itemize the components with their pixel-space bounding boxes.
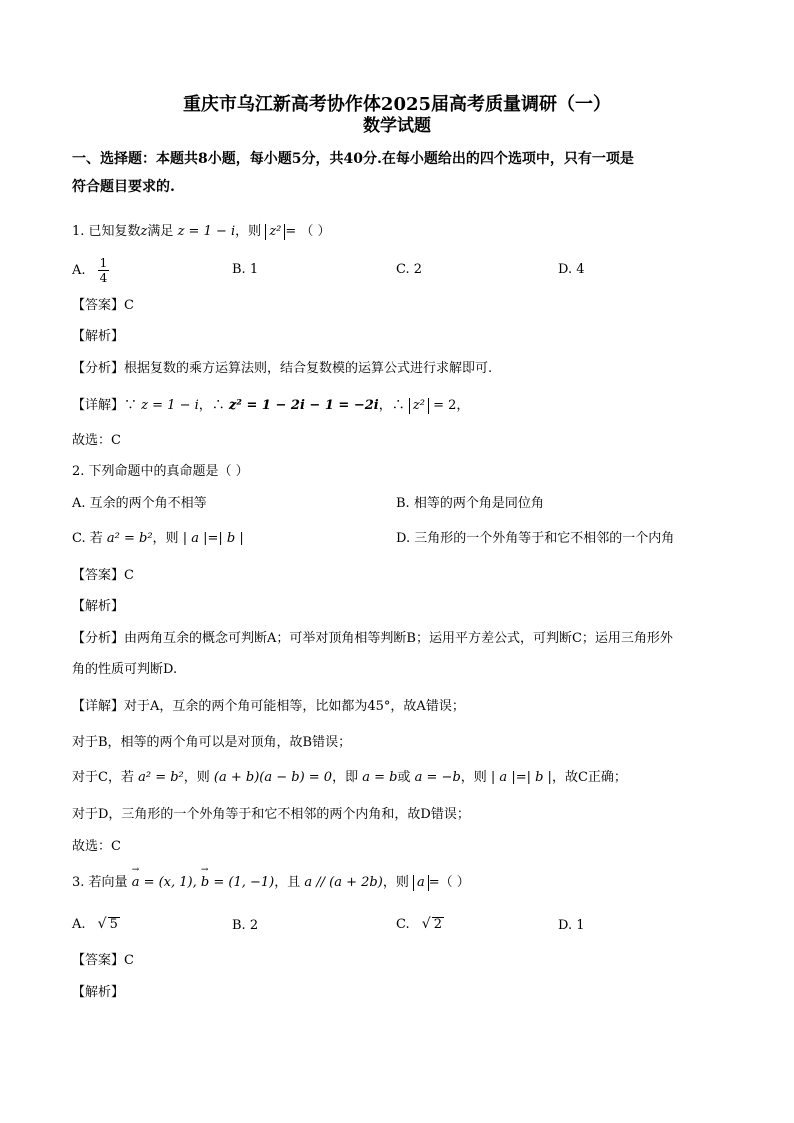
q2-analysis-line1: 【分析】由两角互余的概念可判断A；可举对顶角相等判断B；运用平方差公式，可判断C；运用三角形外 — [72, 631, 673, 646]
q1-option-b: B. 1 — [232, 262, 259, 277]
q3-answer: 【答案】C — [72, 953, 134, 968]
q2-detail-c-then: ，即 — [332, 770, 359, 785]
q2-option-c-prefix: C. 若 — [72, 531, 103, 546]
q3-option-a — [72, 917, 120, 931]
q2-answer: 【答案】C — [72, 568, 134, 583]
q1-detail-modulus: z² — [409, 398, 429, 414]
q2-detail-d: 对于D，三角形的一个外角等于和它不相邻的两个内角和，故D错误； — [72, 807, 470, 822]
q3-stem — [72, 875, 470, 891]
q2-choose: 故选：C — [72, 839, 121, 854]
q1-option-a-denominator: 4 — [99, 271, 108, 285]
q1-option-a-label: A. — [72, 263, 86, 278]
q1-option-a-fraction — [98, 256, 110, 285]
q1-answer: 【答案】C — [72, 298, 134, 313]
q2-option-c-mid: ，则 — [152, 531, 179, 546]
q2-option-a: A. 互余的两个角不相等 — [72, 496, 207, 511]
q3-jiexi: 【解析】 — [72, 985, 125, 1000]
q3-vector-b: → b — [201, 876, 209, 889]
q3-option-a-radicand: 5 — [109, 917, 118, 932]
q3-vector-a: → a — [132, 876, 140, 889]
q2-detail-c — [72, 771, 627, 784]
q1-choose: 故选：C — [72, 433, 121, 448]
q1-detail-calc: z² = 1 − 2i − 1 = −2i — [228, 398, 379, 413]
q2-option-c-condition: a² = b² — [106, 531, 153, 546]
q3-stem-mid: ，且 — [274, 875, 301, 890]
q3-stem-then: ，则 — [382, 875, 409, 890]
q3-option-a-label: A. — [72, 917, 86, 932]
q2-jiexi: 【解析】 — [72, 599, 125, 614]
q2-detail-c-condition: a² = b² — [138, 770, 184, 785]
q3-stem-prefix: 3. 若向量 — [72, 875, 128, 890]
q3-vector-a-value: = (x, 1), — [139, 875, 197, 890]
q1-detail-prefix: 【详解】∵ — [72, 398, 138, 413]
q1-stem — [72, 224, 331, 240]
q3-parallel-condition: a // (a + 2b) — [304, 875, 383, 890]
q2-option-d: D. 三角形的一个外角等于和它不相邻的一个内角 — [396, 531, 675, 546]
q2-detail-c-eq2: a = −b — [414, 770, 461, 785]
q1-detail-mid: ，∴ — [198, 398, 225, 413]
q1-stem-end: = （ ） — [285, 224, 331, 239]
q3-option-d: D. 1 — [558, 918, 585, 933]
q1-modulus: z² — [265, 224, 285, 240]
q3-modulus-a: a — [413, 875, 429, 891]
q3-option-c-radicand: 2 — [433, 917, 442, 932]
q1-detail-result: = 2， — [433, 398, 470, 413]
q1-analysis: 【分析】根据复数的乘方运算法则，结合复数模的运算公式进行求解即可. — [72, 361, 493, 376]
q2-option-c — [72, 532, 244, 545]
q2-detail-a: 【详解】对于A，互余的两个角可能相等，比如都为45°，故A错误； — [72, 699, 465, 714]
document-subtitle: 数学试题 — [363, 116, 431, 136]
q2-detail-b: 对于B，相等的两个角可以是对顶角，故B错误； — [72, 735, 352, 750]
q2-detail-c-end: ，故C正确； — [551, 770, 627, 785]
q1-option-d: D. 4 — [558, 262, 585, 277]
section-heading-line1: 一、选择题：本题共8小题，每小题5分，共40分.在每小题给出的四个选项中，只有一项是 — [72, 151, 634, 167]
q3-stem-end: =（ ） — [428, 875, 470, 890]
q1-jiexi: 【解析】 — [72, 329, 125, 344]
q2-detail-c-result-prefix: ，则 — [460, 770, 487, 785]
q1-option-c: C. 2 — [396, 262, 423, 277]
q1-detail — [72, 398, 469, 414]
q2-stem: 2. 下列命题中的真命题是（ ） — [72, 464, 249, 479]
q2-analysis-line2: 角的性质可判断D. — [72, 662, 178, 677]
sqrt-icon: √ — [421, 916, 431, 932]
q1-detail-then: ，∴ — [378, 398, 405, 413]
q1-detail-given: z = 1 − i — [141, 398, 199, 413]
q1-option-a — [72, 256, 109, 285]
q2-detail-c-mid: ，则 — [183, 770, 210, 785]
q1-condition: z = 1 − i — [177, 224, 236, 239]
q2-detail-c-eq1: a = b — [362, 770, 398, 785]
q3-option-b: B. 2 — [232, 918, 259, 933]
q2-detail-c-expression: (a + b)(a − b) = 0 — [213, 770, 333, 785]
q2-detail-c-result: | a |=| b | — [490, 770, 552, 785]
q3-option-c — [396, 917, 444, 931]
q3-vector-b-value: = (1, −1) — [209, 875, 275, 890]
q3-option-c-label: C. — [396, 917, 410, 932]
q1-stem-then: ，则 — [235, 224, 262, 239]
sqrt-icon: √ — [97, 916, 107, 932]
q2-option-b: B. 相等的两个角是同位角 — [396, 496, 544, 511]
q1-stem-mid: 满足 — [147, 224, 174, 239]
q1-var-z: z — [140, 224, 148, 239]
q1-stem-prefix: 1. 已知复数 — [72, 224, 141, 239]
document-title: 重庆市乌江新高考协作体2025届高考质量调研（一） — [182, 94, 612, 115]
q2-option-c-result: | a |=| b | — [182, 531, 244, 546]
section-heading-line2: 符合题目要求的. — [72, 179, 175, 195]
q1-option-a-numerator: 1 — [99, 256, 108, 270]
q2-detail-c-or: 或 — [397, 770, 411, 785]
q2-detail-c-prefix: 对于C，若 — [72, 770, 134, 785]
